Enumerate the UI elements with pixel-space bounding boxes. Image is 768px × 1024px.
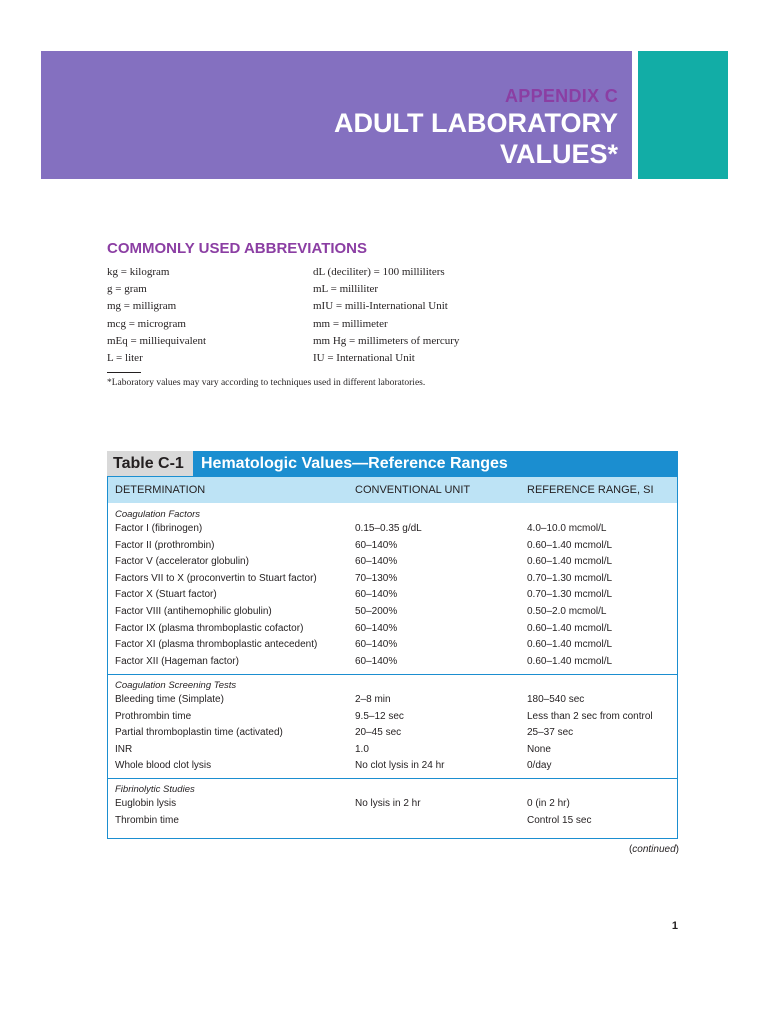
section-title: Coagulation Screening Tests xyxy=(115,680,237,691)
page-number: 1 xyxy=(671,920,678,932)
abbreviation-item: mEq = milliequivalent xyxy=(107,334,207,347)
hematologic-values-table xyxy=(107,476,678,839)
cell-reference-range: 180–540 sec xyxy=(527,694,585,705)
cell-determination: Euglobin lysis xyxy=(115,798,177,809)
cell-conventional-unit: 50–200% xyxy=(355,606,398,617)
abbreviation-item: mm = millimeter xyxy=(313,317,388,330)
table-header xyxy=(107,451,678,476)
cell-conventional-unit: 0.15–0.35 g/dL xyxy=(355,523,422,534)
cell-reference-range: 4.0–10.0 mcmol/L xyxy=(527,523,607,534)
cell-reference-range: 0/day xyxy=(527,760,552,772)
abbreviation-item: IU = International Unit xyxy=(313,352,415,365)
cell-conventional-unit: 60–140% xyxy=(355,539,398,551)
cell-determination: Factor XI (plasma thromboplastic antecedent) xyxy=(115,639,318,651)
continued-note: (continued) xyxy=(628,844,679,855)
abbreviations-left-column xyxy=(107,264,206,367)
table-caption: Hematologic Values—Reference Ranges xyxy=(193,451,678,476)
cell-reference-range: 0 (in 2 hr) xyxy=(527,798,570,809)
abbreviation-item: mm Hg = millimeters of mercury xyxy=(313,334,460,347)
cell-reference-range: 0.70–1.30 mcmol/L xyxy=(527,589,613,601)
cell-reference-range: 0.70–1.30 mcmol/L xyxy=(527,572,613,584)
cell-conventional-unit: 60–140% xyxy=(355,556,398,568)
column-header-reference-range: REFERENCE RANGE, SI xyxy=(527,484,654,496)
page-title: ADULT LABORATORY VALUES* xyxy=(334,108,618,169)
cell-reference-range: 0.60–1.40 mcmol/L xyxy=(527,539,613,551)
table-row xyxy=(108,796,677,813)
table-row xyxy=(108,692,677,709)
abbreviations-heading: COMMONLY USED ABBREVIATIONS xyxy=(107,240,368,257)
cell-determination: Prothrombin time xyxy=(115,710,192,722)
cell-conventional-unit: 9.5–12 sec xyxy=(355,710,404,722)
abbreviation-item: mL = milliliter xyxy=(313,283,379,296)
cell-conventional-unit: No clot lysis in 24 hr xyxy=(355,760,445,772)
footnote-divider xyxy=(107,372,141,373)
table-row xyxy=(108,621,677,638)
cell-determination: Bleeding time (Simplate) xyxy=(115,694,224,705)
section-title: Coagulation Factors xyxy=(115,509,201,520)
abbreviation-item: mcg = microgram xyxy=(107,317,186,330)
footnote: *Laboratory values may vary according to techniques used in different laboratories. xyxy=(107,378,426,388)
table-row xyxy=(108,521,677,538)
column-header-conventional-unit: CONVENTIONAL UNIT xyxy=(355,484,471,496)
table-row xyxy=(108,709,677,726)
cell-reference-range: 0.60–1.40 mcmol/L xyxy=(527,639,613,651)
table-row xyxy=(108,554,677,571)
cell-determination: Factor V (accelerator globulin) xyxy=(115,556,249,568)
table-label: Table C-1 xyxy=(107,451,193,476)
table-row xyxy=(108,654,677,671)
abbreviation-item: kg = kilogram xyxy=(107,266,170,278)
table-row xyxy=(108,587,677,604)
cell-conventional-unit: 2–8 min xyxy=(355,694,391,705)
table-row xyxy=(108,604,677,621)
table-row xyxy=(108,725,677,742)
cell-conventional-unit: 20–45 sec xyxy=(355,727,402,739)
cell-reference-range: 0.50–2.0 mcmol/L xyxy=(527,606,607,617)
cell-determination: Factor VIII (antihemophilic globulin) xyxy=(115,606,272,617)
cell-determination: Partial thromboplastin time (activated) xyxy=(115,727,283,739)
table-row xyxy=(108,742,677,759)
cell-conventional-unit: 1.0 xyxy=(355,743,369,755)
abbreviation-item: g = gram xyxy=(107,283,147,296)
cell-reference-range: Less than 2 sec from control xyxy=(527,710,653,722)
continued-label: continued xyxy=(632,844,676,855)
cell-determination: Factor XII (Hageman factor) xyxy=(115,655,239,667)
cell-conventional-unit: No lysis in 2 hr xyxy=(355,798,421,809)
cell-reference-range: 0.60–1.40 mcmol/L xyxy=(527,622,613,634)
cell-determination: Factor X (Stuart factor) xyxy=(115,589,217,601)
section-title: Fibrinolytic Studies xyxy=(115,784,195,795)
cell-determination: Factor IX (plasma thromboplastic cofactor) xyxy=(115,622,304,634)
column-header-row xyxy=(108,477,677,503)
cell-determination: Factors VII to X (proconvertin to Stuart factor) xyxy=(115,572,317,584)
abbreviation-item: dL (deciliter) = 100 milliliters xyxy=(313,266,445,278)
cell-conventional-unit: 70–130% xyxy=(355,572,398,584)
cell-conventional-unit: 60–140% xyxy=(355,589,398,601)
cell-reference-range: 0.60–1.40 mcmol/L xyxy=(527,556,613,568)
abbreviation-item: mIU = milli-International Unit xyxy=(313,300,448,313)
appendix-label: APPENDIX C xyxy=(504,86,618,106)
section-divider xyxy=(108,674,677,675)
cell-conventional-unit: 60–140% xyxy=(355,655,398,667)
cell-reference-range: 25–37 sec xyxy=(527,727,574,739)
cell-reference-range: 0.60–1.40 mcmol/L xyxy=(527,655,613,667)
table-row xyxy=(108,758,677,775)
cell-determination: Whole blood clot lysis xyxy=(115,760,212,772)
cell-conventional-unit: 60–140% xyxy=(355,639,398,651)
table-row xyxy=(108,813,677,830)
cell-determination: Factor II (prothrombin) xyxy=(115,539,215,551)
table-row xyxy=(108,538,677,555)
cell-reference-range: None xyxy=(527,743,551,755)
abbreviations-right-column xyxy=(313,264,459,367)
title-banner xyxy=(41,51,632,179)
abbreviation-item: mg = milligram xyxy=(107,300,177,313)
cell-determination: Factor I (fibrinogen) xyxy=(115,523,203,534)
section-divider xyxy=(108,778,677,779)
accent-block xyxy=(638,51,728,179)
table-row xyxy=(108,571,677,588)
cell-reference-range: Control 15 sec xyxy=(527,814,592,826)
table-row xyxy=(108,637,677,654)
cell-determination: INR xyxy=(115,743,133,755)
abbreviation-item: L = liter xyxy=(107,352,143,365)
column-header-determination: DETERMINATION xyxy=(115,484,206,496)
cell-conventional-unit: 60–140% xyxy=(355,622,398,634)
cell-determination: Thrombin time xyxy=(115,814,179,826)
